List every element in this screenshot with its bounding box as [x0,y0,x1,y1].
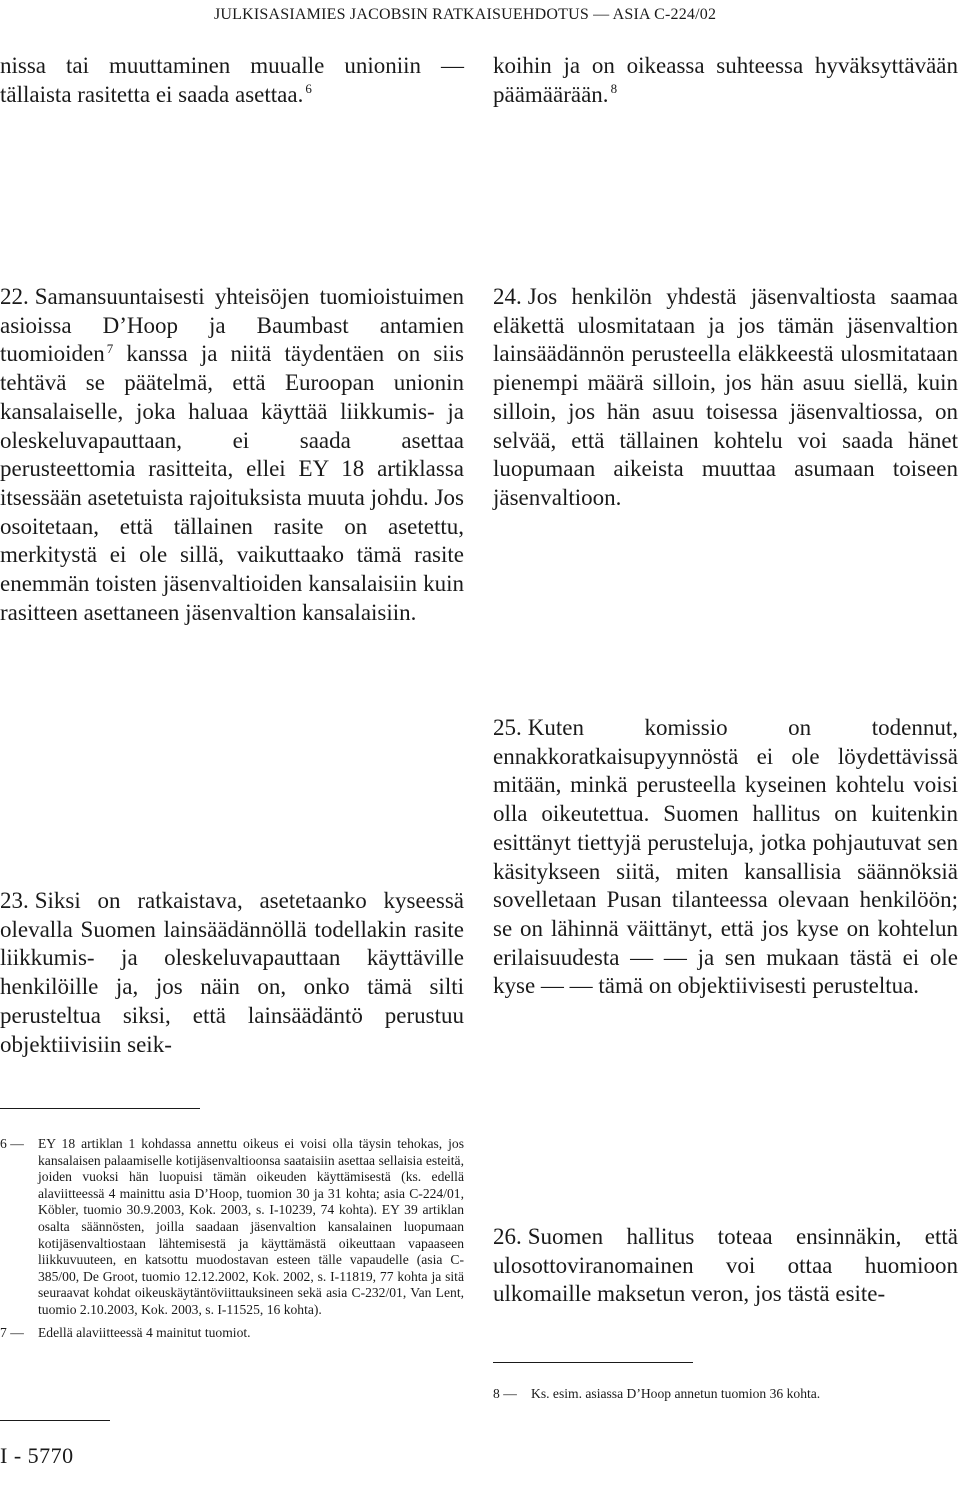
right-footnotes [493,1386,958,1403]
running-header: JULKISASIAMIES JACOBSIN RATKAISUEHDOTUS — ASIA C-224/02 [214,6,717,23]
footnote-7-mark: 7 — [0,1324,24,1340]
footnote-8-mark: 8 — [493,1386,517,1401]
footnote-ref-8[interactable]: 8 [610,81,618,97]
footnote-6 [0,1136,464,1319]
right-footnote-rule [493,1362,693,1363]
paragraph-25 [493,714,958,1001]
paragraph-26-text: Suomen hallitus toteaa ensinnäkin, että ulosottoviranomainen voi ottaa huomioon ulkomaille maksetun veron, jos tästä esite- [493,1224,958,1307]
paragraph-23-number: 23. [0,888,29,913]
paragraph-24-text: Jos henkilön yhdestä jäsenvaltiosta saamaa eläkettä ulosmitataan ja jos tämän jäsenvaltion lainsäädännön perusteella eläkkeestä ulosmitataan pienempi määrä silloin, jos hän asuu siellä, kuin silloin, jos hän asuu toisessa jäsenvaltiossa, on selvää, että tällainen kohtelu voi saada hänet luopumaan aikeista muuttaa asumaan toiseen jäsenvaltioon. [493,284,958,510]
paragraph-23-text: Siksi on ratkaistava, asetetaanko kyseessä olevalla Suomen lainsäädännöllä todellakin rasite liikkumis- ja oleskeluvapauttaan käyttäville henkilöille ja, jos näin on, onko tämä silti perusteltua siksi, että lainsäädäntö perustuu objektiivisiin seik- [0,888,464,1057]
page-number: I - 5770 [0,1443,74,1468]
paragraph-26-number: 26. [493,1224,522,1249]
footnote-8-text: Ks. esim. asiassa D’Hoop annetun tuomion 36 kohta. [531,1386,821,1401]
paragraph-22 [0,283,464,627]
paragraph-22-number: 22. [0,284,29,309]
footnote-7-text: Edellä alaviitteessä 4 mainitut tuomiot. [38,1324,251,1340]
footnote-ref-7[interactable]: 7 [106,340,114,356]
paragraph-22-text-part1: Samansuuntaisesti yhteisöjen tuomioistuimen asioissa D’Hoop ja Baumbast antamien tuomioiden [0,284,464,367]
paragraph-26 [493,1223,958,1309]
left-continuation-paragraph [0,52,464,109]
right-continuation-text: koihin ja on oikeassa suhteessa hyväksyttävään päämäärään. [493,53,958,107]
footnote-8 [493,1386,958,1403]
paragraph-25-text: Kuten komissio on todennut, ennakkoratkaisupyynnöstä ei ole löydettävissä mitään, minkä perusteella kyseinen kohtelu voisi olla oikeutettua. Suomen hallitus on kuitenkin esittänyt tiettyjä perusteluja, jotka pohjautuvat sen käsitykseen siitä, miten kansallisia säännöksiä sovelletaan Pusan tilanteessa olevaan henkilöön; se on lähinnä väittänyt, että jos kyse on kohtelun erilaisuudesta — — ja sen mukaan tästä ei ole kyse — — tämä on objektiivisesti perusteltua. [493,715,958,999]
paragraph-24-number: 24. [493,284,522,309]
footnote-6-mark: 6 — [0,1136,24,1151]
footnote-7 [0,1325,464,1342]
paragraph-22-text-part2: kanssa ja niitä täydentäen on siis tehtävä se päätelmä, että Euroopan unionin kansalaiselle, joka haluaa käyttää liikkumis- ja oleskeluvapauttaan, ei saada asettaa perusteettomia rasitteita, ellei EY 18 artiklassa itsessään asetetuista rajoituksista muuta johdu. Jos osoitetaan, että tällainen rasite on asetettu, merkitystä ei ole sillä, vaikuttaako tämä rasite enemmän toisten jäsenvaltioiden kansalaisiin kuin rasitteen asettaneen jäsenvaltion kansalaisiin. [0,341,465,625]
paragraph-25-number: 25. [493,715,522,740]
page-number-rule [0,1420,110,1421]
footnote-ref-6[interactable]: 6 [305,81,312,97]
paragraph-24 [493,283,958,513]
footnote-6-text: EY 18 artiklan 1 kohdassa annettu oikeus ei voisi olla täysin tehokas, jos kansalaisen palaamiselle kotijäsenvaltioonsa saataisiin asettaa sellaisia esteitä, joiden vuoksi hän luopuisi tämän oikeuden käyttämisestä (ks. edellä alaviitteessä 4 mainittu asia D’Hoop, tuomion 30 ja 31 kohta; asia C-224/01, Köbler, tuomio 30.9.2003, Kok. 2003, s. I-10239, 74 kohta). EY 39 artiklan osalta säännösten, joilla saadaan jäsenvaltion kansalainen luopumaan kotijäsenvaltiostaan lähtemisestä ja käyttämästä oikeuttaan vapaaseen liikkuvuuteen, en katsottu muodostavan esteen tälle vapaudelle (asia C-385/00, De Groot, tuomio 12.12.2002, Kok. 2002, s. I-11819, 77 kohta ja sitä seuraavat kohdat oikeuskäytäntöviittauksineen sekä asia C-232/01, Van Lent, tuomio 2.10.2003, Kok. 2003, s. I-11525, 16 kohta). [38,1136,464,1317]
left-continuation-text: nissa tai muuttaminen muualle unioniin — tällaista rasitetta ei saada asettaa. [0,53,464,107]
paragraph-23 [0,887,464,1059]
left-footnote-rule [0,1108,200,1109]
right-continuation-paragraph [493,52,958,109]
left-footnotes [0,1136,464,1341]
